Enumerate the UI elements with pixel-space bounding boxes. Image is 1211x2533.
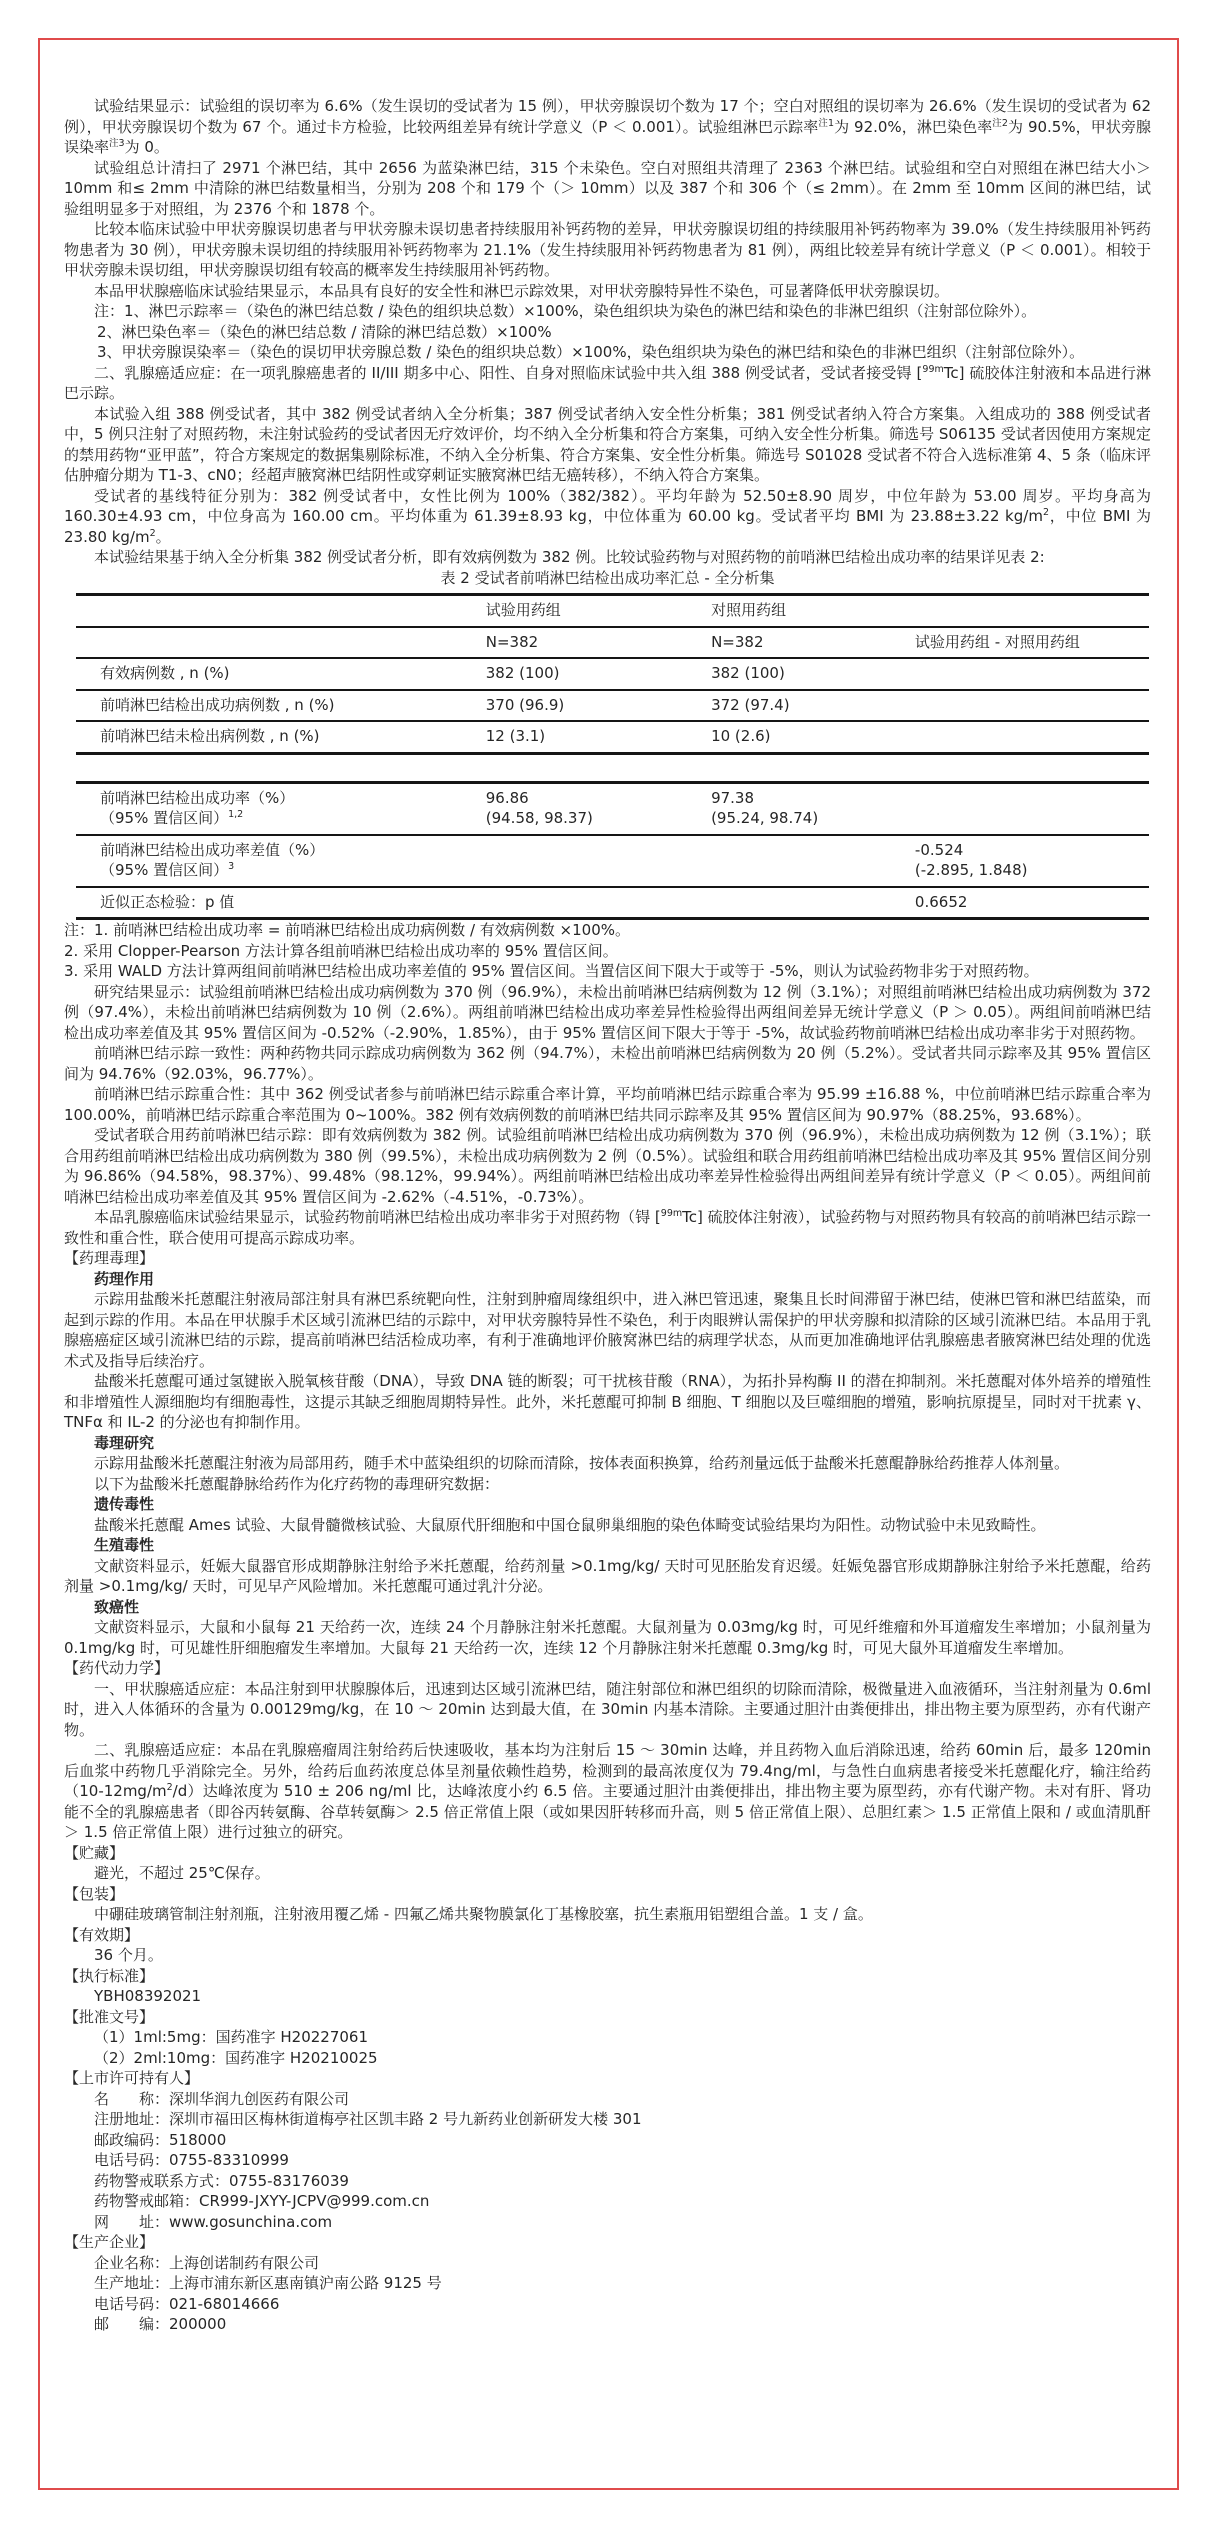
paragraph: 本试验入组 388 例受试者，其中 382 例受试者纳入全分析集；387 例受试者纳入安全性分析集；381 例受试者纳入符合方案集。入组成功的 388 例受试者中，5 例只注射了对照药物，未注射试验药的受试者因无疗效评价，均不纳入全分析集和符合方案集，可纳入安全性分析集。筛选号 S06135 受试者因使用方案规定的禁用药物“亚甲蓝”，符合方案规定的数据集剔除标准，不纳入全分析集、符合方案集、安全性分析集。筛选号 S01028 受试者不符合入选标准第 4、5 条（临床评估肿瘤分期为 T1-3、cN0；经超声腋窝淋巴结阴性或穿刺证实腋窝淋巴结无癌转移），不纳入符合方案集。 <box>64 404 1151 484</box>
table-header-cell: 试验用药组 <box>485 601 561 619</box>
paragraph: 邮 编：200000 <box>94 2315 227 2333</box>
paragraph: 药物警戒邮箱：CR999-JXYY-JCPV@999.com.cn <box>94 2192 430 2210</box>
paragraph: YBH08392021 <box>94 1987 202 2005</box>
section-heading: 【上市许可持有人】 <box>64 2069 200 2087</box>
table-n-header-row <box>76 627 1149 659</box>
table-row-label: 前哨淋巴结检出成功病例数 , n (%) <box>100 695 335 714</box>
table-cell: 96.86 (94.58, 98.37) <box>485 788 593 827</box>
paragraph: 盐酸米托蒽醌 Ames 试验、大鼠骨髓微核试验、大鼠原代肝细胞和中国仓鼠卵巢细胞的染色体畸变试验结果均为阳性。动物试验中未见致畸性。 <box>94 1515 1046 1534</box>
table-cell <box>709 887 913 919</box>
superscript: 1,2 <box>228 809 244 820</box>
section-heading: 【有效期】 <box>64 1925 140 1944</box>
paragraph: 受试者的基线特征分别为：382 例受试者中，女性比例为 100%（382/382）。平均年龄为 52.50±8.90 周岁，中位年龄为 53.00 周岁。平均身高为 160.30±4.93 cm，中位身高为 160.00 cm。平均体重为 61.39±8.93 kg，中位体重为 60.00 kg。受试者平均 BMI 为 23.88±3.22 $kg/m^2$，中位 BMI 为 23.80 $kg/m^2$。 <box>64 486 1151 546</box>
note-line: 注：1、淋巴示踪率＝（染色的淋巴结总数 / 染色的组织块总数）×100%，染色组织块为染色的淋巴结和染色的非淋巴组织（注射部位除外）。 <box>94 302 1037 320</box>
table-cell: 10 (2.6) <box>711 727 771 745</box>
table-section-gap <box>64 755 1151 781</box>
table-cell <box>913 658 1149 690</box>
paragraph: 文献资料显示，妊娠大鼠器官形成期静脉注射给予米托蒽醌，给药剂量 >0.1mg/kg/ 天时可见胚胎发育迟缓。妊娠兔器官形成期静脉注射给予米托蒽醌，给药剂量 >0.1mg/kg/ 天时，可见早产风险增加。米托蒽醌可通过乳汁分泌。 <box>64 1556 1151 1595</box>
paragraph: 名 称：深圳华润九创医药有限公司 <box>94 2089 350 2108</box>
superscript: 3 <box>228 861 235 872</box>
paragraph: 企业名称：上海创诺制药有限公司 <box>94 2253 320 2272</box>
sub-heading: 毒理研究 <box>94 1433 155 1452</box>
table-cell: 97.38 (95.24, 98.74) <box>711 788 819 827</box>
results-table-tb <box>76 781 1149 921</box>
table-header-cell: 试验用药组 - 对照用药组 <box>914 632 1080 651</box>
red-border-frame <box>38 38 1179 2490</box>
table-header-cell: N=382 <box>711 632 764 651</box>
paragraph: （1）1ml:5mg：国药准字 H20227061 <box>94 2028 368 2046</box>
section-heading: 【贮藏】 <box>64 1843 125 1862</box>
paragraph: 本品乳腺癌临床试验结果显示，试验药物前哨淋巴结检出成功率非劣于对照药物（锝 [$^{99m}$Tc] 硫胶体注射液），试验药物与对照药物具有较高的前哨淋巴结示踪一致性和重合性，联合使用可提高示踪成功率。 <box>64 1208 1152 1247</box>
table-row <box>76 782 1149 835</box>
table-cell: -0.524 (-2.895, 1.848) <box>914 840 1028 879</box>
section-heading: 【包装】 <box>64 1884 125 1903</box>
paragraph: 邮政编码：518000 <box>94 2130 227 2149</box>
paragraph: 本品甲状腺癌临床试验结果显示，本品具有良好的安全性和淋巴示踪效果，对甲状旁腺特异性不染色，可显著降低甲状旁腺误切。 <box>94 281 950 300</box>
table-cell <box>913 782 1149 835</box>
superscript: 2 <box>166 1782 173 1793</box>
paragraph: 注册地址：深圳市福田区梅林街道梅亭社区凯丰路 2 号九新药业创新研发大楼 301 <box>94 2110 642 2128</box>
table-cell <box>484 887 709 919</box>
paragraph: 药物警戒联系方式：0755-83176039 <box>94 2171 349 2190</box>
superscript: 2 <box>149 527 156 539</box>
table-header-cell: 对照用药组 <box>711 601 787 619</box>
table-group-header-row <box>76 595 1149 627</box>
table-cell: 0.6652 <box>914 892 968 911</box>
sub-heading: 致癌性 <box>94 1597 140 1616</box>
results-table-ta <box>76 593 1149 755</box>
paragraph: 生产地址：上海市浦东新区惠南镇沪南公路 9125 号 <box>94 2274 442 2292</box>
paragraph: 电话号码：0755-83310999 <box>94 2151 289 2169</box>
paragraph: 二、乳腺癌适应症：本品在乳腺癌瘤周注射给药后快速吸收，基本均为注射后 15 ～ 30min 达峰，并且药物入血后消除迅速，给药 60min 后，最多 120min 后血浆中药物几乎消除完全。另外，给药后血药浓度总体呈剂量依赖性趋势，检测到的最高浓度仅为 79.4ng/ml，与急性白血病患者接受米托蒽醌化疗，输注给药$(10-12mg/m^2/d)$达峰浓度为 510 ± 206 ng/ml 比，达峰浓度小约 6.5 倍。主要通过胆汁由粪便排出，排出物主要为原型药，亦有代谢产物。未对有肝、肾功能不全的乳腺癌患者（即谷丙转氨酶、谷草转氨酶＞ 2.5 倍正常值上限（或如果因肝转移而升高，则 5 倍正常值上限）、总胆红素＞ 1.5 正常值上限和 / 或血清肌酐＞ 1.5 倍正常值上限）进行过独立的研究。 <box>64 1741 1151 1841</box>
table-header-cell <box>76 627 484 659</box>
table-caption: 表 2 受试者前哨淋巴结检出成功率汇总 - 全分析集 <box>440 568 775 587</box>
paragraph: 避光，不超过 25℃保存。 <box>94 1864 270 1882</box>
superscript: 注1 <box>818 117 834 129</box>
paragraph: 文献资料显示，大鼠和小鼠每 21 天给药一次，连续 24 个月静脉注射米托蒽醌。大鼠剂量为 0.03mg/kg 时，可见纤维瘤和外耳道瘤发生率增加；小鼠剂量为 0.1mg/kg 时，可见雄性肝细胞瘤发生率增加。大鼠每 21 天给药一次，连续 12 个月静脉注射米托蒽醌 0.3mg/kg 时，可见大鼠外耳道瘤发生率增加。 <box>64 1618 1151 1657</box>
superscript: 2 <box>1042 507 1049 518</box>
table-row <box>76 887 1149 919</box>
paragraph: 研究结果显示：试验组前哨淋巴结检出成功病例数为 370 例（96.9%），未检出前哨淋巴结病例数为 12 例（3.1%）；对照组前哨淋巴结检出成功病例数为 372 例（97.4%），未检出前哨淋巴结病例数为 10 例（2.6%）。两组前哨淋巴结检出成功率差异性检验得出两组间差异无统计学意义（P ＞ 0.05）。两组间前哨淋巴结检出成功率差值及其 95% 置信区间为 -0.52%（-2.90%，1.85%），由于 95% 置信区间下限大于等于 -5%，故试验药物前哨淋巴结检出成功率非劣于对照药物。 <box>64 982 1151 1042</box>
paragraph: 本试验结果基于纳入全分析集 382 例受试者分析，即有效病例数为 382 例。比较试验药物与对照药物的前哨淋巴结检出成功率的结果详见表 2: <box>94 548 1045 566</box>
table-cell: 372 (97.4) <box>711 695 790 714</box>
paragraph: 受试者联合用药前哨淋巴结示踪：即有效病例数为 382 例。试验组前哨淋巴结检出成功病例数为 370 例（96.9%），未检出成功病例数为 12 例（3.1%）；联合用药组前哨淋巴结检出成功病例数为 380 例（99.5%），未检出成功病例数为 2 例（0.5%）。试验组和联合用药组前哨淋巴结检出成功率及其 95% 置信区间分别为 96.86%（94.58%，98.37%）、99.48%（98.12%，99.94%）。两组前哨淋巴结检出成功率差异性检验得出两组间差异有统计学意义（P ＜ 0.05）。两组间前哨淋巴结检出成功率差值及其 95% 置信区间为 -2.62%（-4.51%，-0.73%）。 <box>64 1126 1151 1206</box>
table-row-label: 有效病例数 , n (%) <box>100 664 230 682</box>
note-line: 3、甲状旁腺误染率＝（染色的误切甲状旁腺总数 / 染色的组织块总数）×100%，染色组织块为染色的淋巴结和染色的非淋巴组织（注射部位除外）。 <box>97 343 1085 361</box>
paragraph: 盐酸米托蒽醌可通过氢键嵌入脱氧核苷酸（DNA），导致 DNA 链的断裂；可干扰核苷酸（RNA），为拓扑异构酶 II 的潜在抑制剂。米托蒽醌对体外培养的增殖性和非增殖性人源细胞均有细胞毒性，这提示其缺乏细胞周期特异性。此外，米托蒽醌可抑制 B 细胞、T 细胞以及巨噬细胞的增殖，影响抗原提呈，同时对干扰素 γ、TNFα 和 IL-2 的分泌也有抑制作用。 <box>64 1372 1151 1431</box>
document-content <box>64 96 1151 2335</box>
sub-heading: 遗传毒性 <box>94 1495 155 1513</box>
paragraph: 电话号码：021-68014666 <box>94 2294 280 2313</box>
table-header-cell <box>76 595 484 627</box>
paragraph: 比较本临床试验中甲状旁腺误切患者与甲状旁腺未误切患者持续服用补钙药物的差异，甲状旁腺误切组的持续服用补钙药物率为 39.0%（发生持续服用补钙药物患者为 30 例），甲状旁腺未误切组的持续服用补钙药物率为 21.1%（发生持续服用补钙药物患者为 81 例），两组比较差异有统计学意义（P ＜ 0.001）。相较于甲状旁腺未误切组，甲状旁腺误切组有较高的概率发生持续服用补钙药物。 <box>64 220 1151 279</box>
section-heading: 【药理毒理】 <box>64 1249 155 1267</box>
table-note-line: 注：1. 前哨淋巴结检出成功率 = 前哨淋巴结检出成功病例数 / 有效病例数 ×100%。 <box>64 921 630 939</box>
table-cell <box>913 690 1149 722</box>
table-cell <box>709 835 913 887</box>
table-cell <box>913 721 1149 753</box>
sub-heading: 药理作用 <box>94 1269 155 1288</box>
table-row-label: 近似正态检验：p 值 <box>100 892 235 911</box>
paragraph: 网 址：www.gosunchina.com <box>94 2212 333 2231</box>
paragraph: 36 个月。 <box>94 1946 163 1964</box>
section-heading: 【生产企业】 <box>64 2233 155 2251</box>
section-heading: 【批准文号】 <box>64 2007 155 2026</box>
table-row-label: 前哨淋巴结检出成功率差值（%） （95% 置信区间）$^3$ <box>100 840 325 879</box>
table-cell: 370 (96.9) <box>485 695 565 714</box>
superscript: 99m <box>922 363 944 375</box>
superscript: 注3 <box>109 138 125 149</box>
paragraph: 中硼硅玻璃管制注射剂瓶，注射液用覆乙烯 - 四氟乙烯共聚物膜氯化丁基橡胶塞，抗生素瓶用铝塑组合盖。1 支 / 盒。 <box>94 1905 873 1923</box>
paragraph: 二、乳腺癌适应症：在一项乳腺癌患者的 II/III 期多中心、阳性、自身对照临床试验中共入组 388 例受试者，受试者接受锝 [$^{99m}$Tc] 硫胶体注射液和本品进行淋巴示踪。 <box>64 363 1151 402</box>
table-row <box>76 658 1149 690</box>
table-note-line: 2. 采用 Clopper-Pearson 方法计算各组前哨淋巴结检出成功率的 95% 置信区间。 <box>64 941 618 960</box>
table-row-label: 前哨淋巴结检出成功率（%） （95% 置信区间）$^{1,2}$ <box>100 788 295 827</box>
table-row-label: 前哨淋巴结未检出病例数 , n (%) <box>100 727 320 745</box>
paragraph: 试验结果显示：试验组的误切率为 6.6%（发生误切的受试者为 15 例），甲状旁腺误切个数为 17 个；空白对照组的误切率为 26.6%（发生误切的受试者为 62 例），甲状旁腺误切个数为 67 个。通过卡方检验，比较两组差异有统计学意义（P ＜ 0.001）。试验组淋巴示踪率$^{注1}$为 92.0%，淋巴染色率$^{注2}$为 90.5%，甲状旁腺误染率$^{注3}$为 0。 <box>64 97 1152 156</box>
table-note-line: 3. 采用 WALD 方法计算两组间前哨淋巴结检出成功率差值的 95% 置信区间。当置信区间下限大于或等于 -5%，则认为试验药物非劣于对照药物。 <box>64 962 1039 980</box>
paragraph: 以下为盐酸米托蒽醌静脉给药作为化疗药物的毒理研究数据： <box>94 1474 500 1493</box>
table-cell: 12 (3.1) <box>485 727 546 745</box>
paragraph: 试验组总计清扫了 2971 个淋巴结，其中 2656 为蓝染淋巴结，315 个未染色。空白对照组共清理了 2363 个淋巴结。试验组和空白对照组在淋巴结大小＞ 10mm 和≤ 2mm 中清除的淋巴结数量相当，分别为 208 个和 179 个（＞ 10mm）以及 387 个和 306 个（≤ 2mm）。在 2mm 至 10mm 区间的淋巴结，试验组明显多于对照组，为 2376 个和 1878 个。 <box>64 158 1151 218</box>
superscript: 99m <box>660 1208 683 1219</box>
table-row <box>76 690 1149 722</box>
table-cell: 382 (100) <box>711 664 785 682</box>
table-header-cell <box>913 595 1149 627</box>
paragraph: 示踪用盐酸米托蒽醌注射液局部注射具有淋巴系统靶向性，注射到肿瘤周缘组织中，进入淋巴管迅速，聚集且长时间滞留于淋巴结，使淋巴管和淋巴结蓝染，而起到示踪的作用。本品在甲状腺手术区域引流淋巴结的示踪中，对甲状旁腺特异性不染色，利于肉眼辨认需保护的甲状旁腺和拟清除的区域引流淋巴结。本品用于乳腺癌癌症区域引流淋巴结的示踪，提高前哨淋巴结活检成功率，有利于准确地评价腋窝淋巴结的病理学状态，从而更加准确地评估乳腺癌患者腋窝淋巴结处理的优选术式及指导后续治疗。 <box>64 1290 1151 1370</box>
table-cell: 382 (100) <box>485 664 560 682</box>
paragraph: 前哨淋巴结示踪重合性：其中 362 例受试者参与前哨淋巴结示踪重合率计算，平均前哨淋巴结示踪重合率为 95.99 ±16.88 %，中位前哨淋巴结示踪重合率为 100.00%，前哨淋巴结示踪重合率范围为 0~100%。382 例有效病例数的前哨淋巴结共同示踪率及其 95% 置信区间为 90.97%（88.25%，93.68%）。 <box>64 1085 1151 1124</box>
paragraph: 前哨淋巴结示踪一致性：两种药物共同示踪成功病例数为 362 例（94.7%），未检出前哨淋巴结病例数为 20 例（5.2%）。受试者共同示踪率及其 95% 置信区间为 94.76%（92.03%，96.77%）。 <box>64 1044 1151 1083</box>
sub-heading: 生殖毒性 <box>94 1536 155 1554</box>
superscript: 注2 <box>992 117 1008 129</box>
paragraph: 示踪用盐酸米托蒽醌注射液为局部用药，随手术中蓝染组织的切除而清除，按体表面积换算，给药剂量远低于盐酸米托蒽醌静脉给药推荐人体剂量。 <box>94 1454 1070 1472</box>
table-cell <box>484 835 709 887</box>
table-row <box>76 721 1149 753</box>
table-header-cell: N=382 <box>485 632 539 651</box>
paragraph: （2）2ml:10mg：国药准字 H20210025 <box>94 2048 378 2067</box>
paragraph: 一、甲状腺癌适应症：本品注射到甲状腺腺体后，迅速到达区域引流淋巴结，随注射部位和淋巴组织的切除而清除，极微量进入血液循环，当注射剂量为 0.6ml 时，进入人体循环的含量为 0.00129mg/kg，在 10 ～ 20min 达到最大值，在 30min 内基本清除。主要通过胆汁由粪便排出，排出物主要为原型药，亦有代谢产物。 <box>64 1679 1151 1739</box>
section-heading: 【执行标准】 <box>64 1966 155 1985</box>
section-heading: 【药代动力学】 <box>64 1659 170 1677</box>
table-row <box>76 835 1149 887</box>
note-line: 2、淋巴染色率＝（染色的淋巴结总数 / 清除的淋巴结总数）×100% <box>97 322 552 341</box>
